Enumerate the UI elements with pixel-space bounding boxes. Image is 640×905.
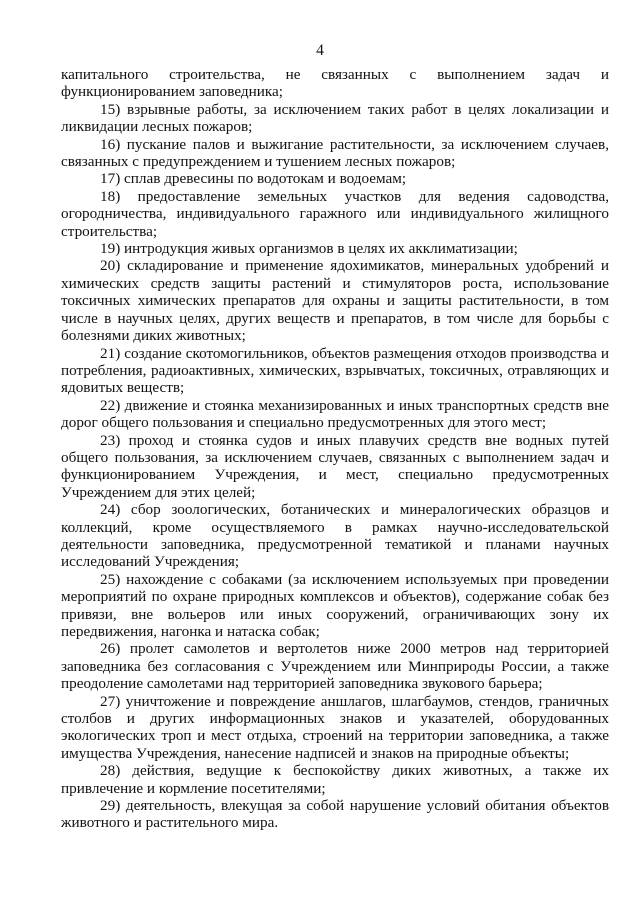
- paragraph-16: 16) пускание палов и выжигание растительности, за исключением случаев, связанных с предупреждением и тушением лесных пожаров;: [61, 135, 609, 171]
- paragraph-21: 21) создание скотомогильников, объектов размещения отходов производства и потребления, радиоактивных, химических, взрывчатых, токсичных, отравляющих и ядовитых веществ;: [61, 344, 609, 397]
- paragraph-24: 24) сбор зоологических, ботанических и минералогических образцов и коллекций, кроме осуществляемого в рамках научно-исследовательской деятельности заповедника, предусмотренной тематикой и планами научных исследований Учреждения;: [61, 501, 609, 571]
- paragraph-27: 27) уничтожение и повреждение аншлагов, шлагбаумов, стендов, граничных столбов и других информационных знаков и указателей, оборудованных экологических троп и мест отдыха, строений на территории заповедника, а также имущества Учреждения, нанесение надписей и знаков на природные объекты;: [61, 692, 609, 762]
- paragraph-17: 17) сплав древесины по водотокам и водоемам;: [100, 170, 407, 188]
- paragraph-20: 20) складирование и применение ядохимикатов, минеральных удобрений и химических средств защиты растений и стимуляторов роста, использование токсичных химических препаратов для охраны и защиты растительности, в том числе в научных целях, других веществ и препаратов, в том числе для борьбы с болезнями диких животных;: [61, 257, 609, 345]
- paragraph-29: 29) деятельность, влекущая за собой нарушение условий обитания объектов животного и растительного мира.: [61, 797, 609, 832]
- paragraph-23: 23) проход и стоянка судов и иных плавучих средств вне водных путей общего пользования, за исключением случаев, связанных с выполнением задач и функционированием Учреждения, и мест, специально предусмотренных Учреждением для этих целей;: [61, 431, 609, 501]
- paragraph-19: 19) интродукция живых организмов в целях их акклиматизации;: [100, 240, 518, 258]
- paragraph-25: 25) нахождение с собаками (за исключением используемых при проведении мероприятий по охране природных комплексов и объектов), содержание собак без привязи, вне вольеров или иных сооружений, ограничивающих зону их передвижения, нагонка и натаска собак;: [61, 570, 609, 640]
- document-body: [61, 66, 609, 832]
- paragraph-18: 18) предоставление земельных участков для ведения садоводства, огородничества, индивидуального гаражного или индивидуального жилищного строительства;: [61, 187, 609, 240]
- paragraph-14-continuation: капитального строительства, не связанных с выполнением задач и функционированием заповедника;: [61, 66, 609, 101]
- paragraph-26: 26) пролет самолетов и вертолетов ниже 2000 метров над территорией заповедника без согласования с Учреждением или Минприроды России, а также преодоление самолетами над территорией заповедника звукового барьера;: [61, 640, 609, 693]
- page-number: 4: [316, 42, 324, 59]
- paragraph-28: 28) действия, ведущие к беспокойству диких животных, а также их привлечение и кормление посетителями;: [61, 762, 609, 797]
- paragraph-15: 15) взрывные работы, за исключением таких работ в целях локализации и ликвидации лесных пожаров;: [61, 100, 609, 136]
- paragraph-22: 22) движение и стоянка механизированных и иных транспортных средств вне дорог общего пользования и специально предусмотренных для этого мест;: [61, 396, 609, 432]
